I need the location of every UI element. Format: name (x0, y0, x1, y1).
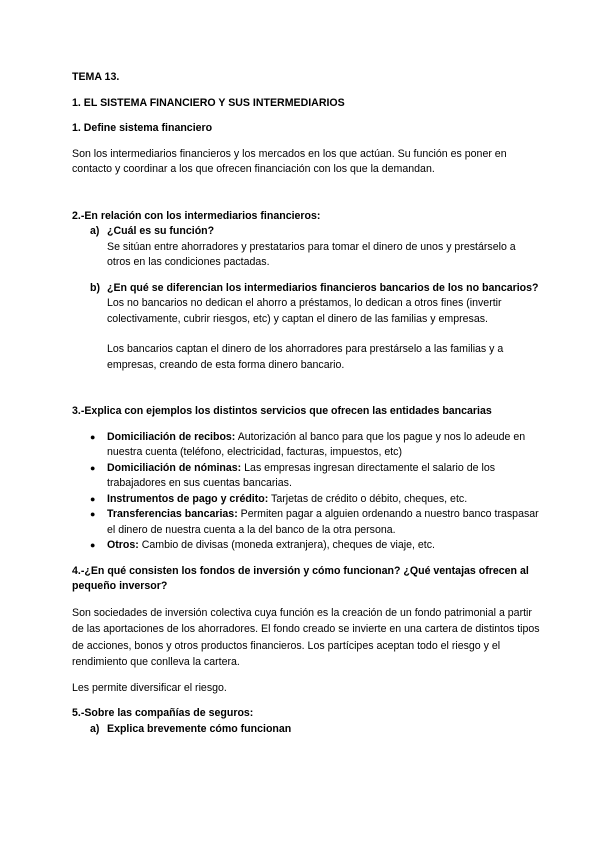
item-text: Tarjetas de crédito o débito, cheques, etc. (268, 492, 468, 505)
question-3-title: 3.-Explica con ejemplos los distintos servicios que ofrecen las entidades bancarias (72, 405, 492, 417)
question-2b-answer-1: Los no bancarios no dedican el ahorro a préstamos, lo dedican a otros fines (invertir colectivamente, cubrir riesgos, etc) y captan el dinero de las familias y empresas. (107, 297, 502, 325)
question-4-title: 4.-¿En qué consisten los fondos de inversión y cómo funcionan? ¿Qué ventajas ofrecen al pequeño inversor? (72, 564, 529, 592)
list-marker: a) (90, 225, 100, 237)
topic-label: TEMA 13. (72, 71, 120, 83)
item-term: Domiciliación de recibos: (107, 430, 236, 443)
list-item (72, 507, 542, 538)
bullet-icon: ● (90, 509, 96, 519)
bullet-icon: ● (90, 540, 96, 550)
list-item (72, 538, 542, 554)
question-5a (72, 722, 542, 738)
bullet-icon: ● (90, 462, 96, 473)
question-2a (72, 224, 542, 271)
question-2b (72, 281, 542, 374)
item-text: Las empresas ingresan directamente el salario de los trabajadores en sus cuentas bancarias. (107, 461, 496, 489)
section-heading: 1. EL SISTEMA FINANCIERO Y SUS INTERMEDIARIOS (72, 96, 345, 109)
bullet-icon: ● (90, 493, 96, 504)
item-text: Permiten pagar a alguien ordenando a nuestro banco traspasar el dinero de nuestra cuenta a la del banco de la otra persona. (107, 508, 539, 536)
list-item (72, 492, 542, 508)
question-1-answer: Son los intermediarios financieros y los mercados en los que actúan. Su función es poner en contacto y coordinar a los que ofrecen financiación con los que la demandan. (72, 147, 507, 175)
item-term: Domiciliación de nóminas: (107, 461, 242, 474)
item-text: Autorización al banco para que los pague y nos lo adeude en nuestra cuenta (teléfono, electricidad, facturas, impuestos, etc) (107, 430, 526, 458)
question-2a-answer: Se sitúan entre ahorradores y prestatarios para tomar el dinero de unos y prestárselo a otros en las condiciones pactadas. (107, 240, 516, 268)
question-2-title: 2.-En relación con los intermediarios financieros: (72, 209, 321, 222)
list-item (72, 430, 542, 461)
bullet-icon: ● (90, 431, 96, 442)
question-1-title: 1. Define sistema financiero (72, 122, 213, 134)
document-page (72, 70, 542, 737)
question-2b-answer-2: Los bancarios captan el dinero de los ahorradores para prestárselo a las familias y a empresas, creando de esta forma dinero bancario. (107, 343, 504, 371)
services-list (72, 430, 542, 554)
list-marker: a) (90, 722, 100, 735)
question-5-title: 5.-Sobre las compañías de seguros: (72, 707, 254, 719)
question-2b-title: ¿En qué se diferencian los intermediarios financieros bancarios de los no bancarios? (107, 281, 539, 294)
list-marker: b) (90, 281, 100, 294)
question-4-answer-1: Son sociedades de inversión colectiva cuya función es la creación de un fondo patrimonial a partir de las aportaciones de los ahorradores. El fondo creado se invierte en una cartera de distintos tipos de acciones, bonos y otros productos financieros. Los partícipes aceptan todo el riesgo y el rendimiento que conlleva la cartera. (72, 606, 540, 668)
item-term: Transferencias bancarias: (107, 508, 238, 520)
item-text: Cambio de divisas (moneda extranjera), cheques de viaje, etc. (138, 539, 435, 551)
item-term: Instrumentos de pago y crédito: (107, 492, 269, 505)
item-term: Otros: (107, 539, 139, 551)
question-5a-title: Explica brevemente cómo funcionan (107, 722, 292, 735)
question-2a-title: ¿Cuál es su función? (107, 225, 215, 237)
question-4-answer-2: Les permite diversificar el riesgo. (72, 681, 227, 694)
list-item (72, 461, 542, 492)
